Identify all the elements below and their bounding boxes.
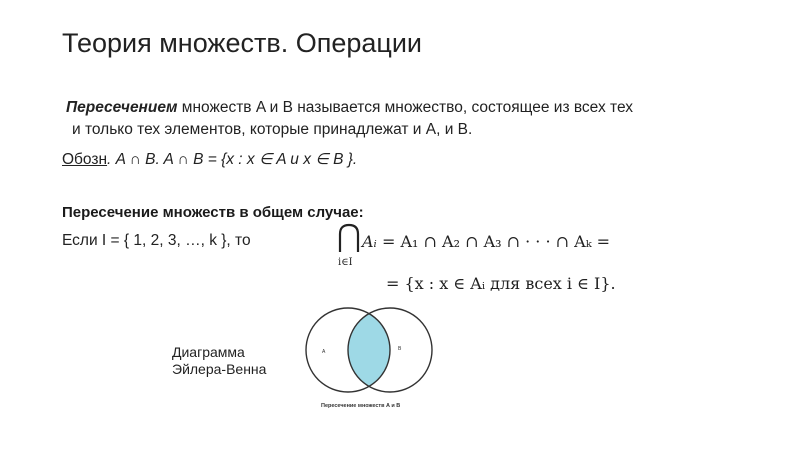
formula-term: Aᵢ xyxy=(362,232,377,251)
notation-text: . A ∩ B. A ∩ B = {x : x ∈ A и x ∈ B }. xyxy=(107,151,358,168)
big-cap-symbol xyxy=(340,225,358,252)
notation-label: Обозн xyxy=(62,151,108,168)
formula-subscript: i∈I xyxy=(338,257,353,268)
venn-caption: Пересечение множеств A и B xyxy=(321,403,401,409)
intersection-formula xyxy=(330,222,660,298)
formula-line-1: = A₁ ∩ A₂ ∩ A₃ ∩ · · · ∩ Aₖ = xyxy=(382,232,611,251)
definition-line-1 xyxy=(66,99,633,117)
index-set-line: Если I = { 1, 2, 3, …, k }, то xyxy=(62,232,251,249)
diagram-label: Диаграмма Эйлера-Венна xyxy=(172,344,267,377)
set-a-label: A xyxy=(322,349,326,355)
notation-line xyxy=(62,150,357,169)
general-case-heading: Пересечение множеств в общем случае: xyxy=(62,204,364,221)
definition-line-2: и только тех элементов, которые принадлежат и A, и B. xyxy=(72,121,473,138)
definition-text: множеств A и B называется множество, состоящее из всех тех xyxy=(177,99,633,116)
set-b-label: B xyxy=(398,346,402,352)
definition-term: Пересечением xyxy=(66,99,178,116)
formula-line-2: = {x : x ∈ Aᵢ для всех i ∈ I}. xyxy=(386,274,616,293)
venn-diagram xyxy=(290,300,450,420)
slide-title: Теория множеств. Операции xyxy=(62,28,423,58)
